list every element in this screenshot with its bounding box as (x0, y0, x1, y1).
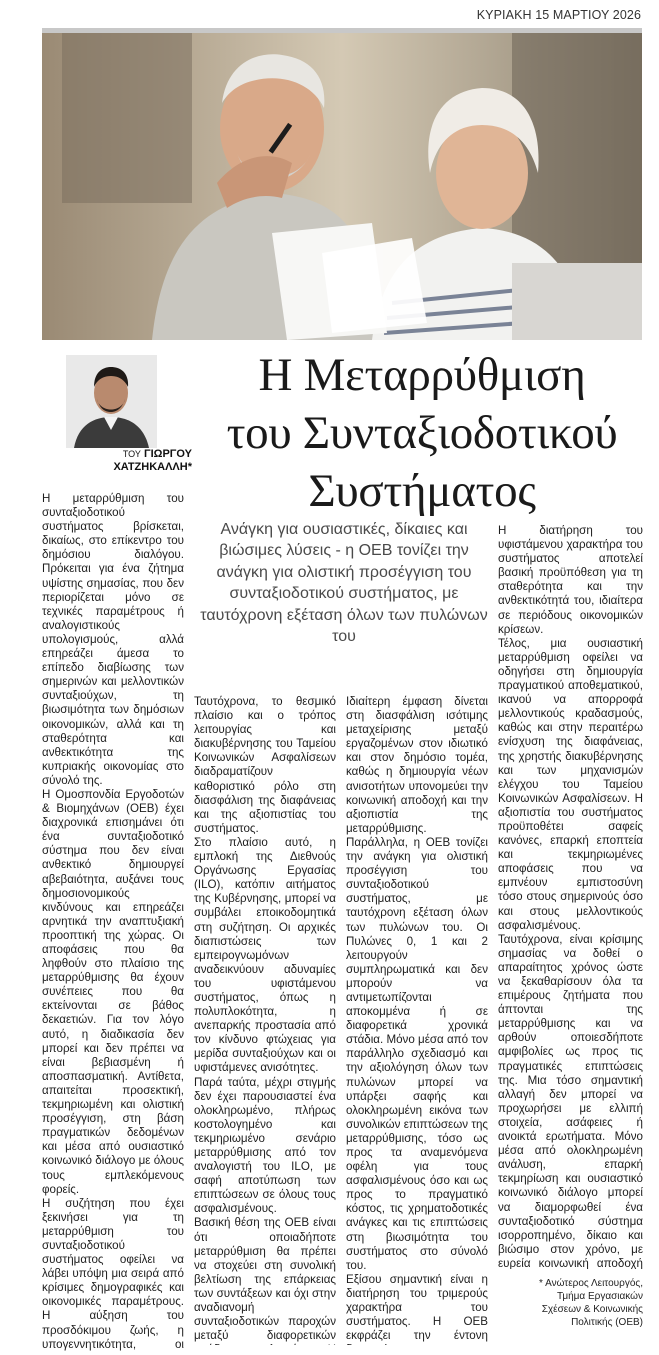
footnote-line: * Ανώτερος Λειτουργός, (538, 1278, 643, 1289)
paragraph: Παράλληλα, η ΟΕΒ τονίζει την ανάγκη για ολιστική προσέγγιση του συνταξιοδοτικού συστήματος, με ταυτόχρονη εξέταση όλων των πυλώνων του. Οι Πυλώνες 0, 1 και 2 λειτουργούν συμπληρωματικά και δεν μπορούν να αντιμετωπίζονται αποκομμένα ή σε διαφορετικά χρονικά στάδια. Μόνο μέσα από τον παράλληλο σχεδιασμό και την αξιολόγηση όλων των πυλώνων μπορεί να υπάρξει σαφής και ολοκληρωμένη εικόνα των συνολικών επιπτώσεων της μεταρρύθμισης, τόσο ως προς τα αναμενόμενα οφέλη για τους ασφαλισμένους όσο και ως προς το πραγματικό κόστος, τις χρηματοδοτικές ανάγκες και τις επιπτώσεις στη βιωσιμότητα του συστήματος στο σύνολό του. (346, 835, 488, 1272)
footnote-line: Σχέσεων & Κοινωνικής (541, 1304, 643, 1315)
author-footnote (498, 1277, 643, 1329)
article-column-3 (346, 695, 488, 1345)
dateline: ΚΥΡΙΑΚΗ 15 ΜΑΡΤΙΟΥ 2026 (476, 8, 641, 22)
paragraph: Η διατήρηση του υφιστάμενου χαρακτήρα του συστήματος αποτελεί βασική προϋπόθεση για τη σταθερότητα και την ανθεκτικότητά του, ιδιαίτερα σε περιόδους οικονομικών κρίσεων. (498, 524, 643, 636)
header-photo (42, 33, 642, 340)
paragraph: Ταυτόχρονα, το θεσμικό πλαίσιο και ο τρόπος λειτουργίας και διακυβέρνησης του Ταμείου Κοινωνικών Ασφαλίσεων διαδραματίζουν καθοριστικό ρόλο στη διασφάλιση της διαφάνειας και της αξιοπιστίας του συστήματος. (194, 695, 336, 835)
paragraph: Ταυτόχρονα, είναι κρίσιμης σημασίας να δοθεί ο απαραίτητος χρόνος ώστε να ξεκαθαρίσουν όλα τα επιμέρους ζητήματα που άπτονται της μεταρρύθμισης και να αρθούν οποιεσδήποτε αμφιβολίες ως προς τις πραγματικές επιπτώσεις της. Μια τόσο σημαντική αλλαγή δεν μπορεί να προχωρήσει με ελλιπή στοιχεία, ασάφειες ή ανοικτά ερωτήματα. Μόνο μέσα από ολοκληρωμένη ανάλυση, επαρκή τεκμηρίωση και ουσιαστικό κοινωνικό διάλογο μπορεί να διαμορφωθεί ένα συνταξιοδοτικό σύστημα ισορροπημένο, δίκαιο και βιώσιμο στον χρόνο, με ευρεία κοινωνική αποδοχή (498, 932, 643, 1269)
footnote-line: Τμήμα Εργασιακών (556, 1291, 643, 1302)
article-title (188, 346, 656, 520)
elderly-couple-photo-illustration (42, 33, 642, 340)
author-photo (66, 355, 157, 448)
paragraph: Η συζήτηση που έχει ξεκινήσει για τη μεταρρύθμιση του συνταξιοδοτικού συστήματος οφείλει να λάβει υπόψη μια σειρά από κρίσιμες δημογραφικές και οικονομικές παραμέτρους. Η αύξηση του προσδόκιμου ζωής, η υπογεννητικότητα, οι (42, 1196, 184, 1351)
article-column-4 (498, 524, 643, 1269)
paragraph: Η Ομοσπονδία Εργοδοτών & Βιομηχάνων (ΟΕΒ) έχει διαχρονικά επισημάνει ότι ένα συνταξιοδοτικό σύστημα που δεν είναι ανθεκτικό δημιουργεί αβεβαιότητα, αυξάνει τους δημοσιονομικούς κινδύνους και επηρεάζει αρνητικά την αναπτυξιακή προοπτική της χώρας. Οι αποφάσεις που θα ληφθούν στο πλαίσιο της μεταρρύθμισης θα έχουν συνέπειες που θα εκτείνονται σε βάθος δεκαετιών. Για τον λόγο αυτό, η διαδικασία δεν μπορεί και δεν πρέπει να είναι βεβιασμένη ή αποσπασματική. Αντίθετα, απαιτείται προσεκτική, τεκμηριωμένη και ολιστική προσέγγιση, στη βάση πραγματικών δεδομένων και μέσα από ουσιαστικό κοινωνικό διάλογο με όλους τους εμπλεκόμενους φορείς. (42, 787, 184, 1196)
author-name-line1: ΓΙΩΡΓΟΥ (143, 448, 192, 460)
author-name-line2: ΧΑΤΖΗΚΑΛΛΗ* (113, 461, 192, 473)
paragraph: Η μεταρρύθμιση του συνταξιοδοτικού συστήματος βρίσκεται, δικαίως, στο επίκεντρο του δημόσιου διαλόγου. Πρόκειται για ένα ζήτημα υψίστης σημασίας, που δεν περιορίζεται μόνο σε τεχνικές παραμέτρους ή αναλογιστικούς υπολογισμούς, αλλά επηρεάζει άμεσα το επίπεδο διαβίωσης των σημερινών και μελλοντικών συνταξιούχων, τη βιωσιμότητα των δημόσιων οικονομικών, αλλά και τη σταθερότητα και ανθεκτικότητα της κυπριακής οικονομίας στο σύνολό της. (42, 492, 184, 787)
paragraph: Εξίσου σημαντική είναι η διατήρηση του τριμερούς χαρακτήρα του συστήματος. Η ΟΕΒ εκφράζει την έντονη (346, 1272, 488, 1343)
paragraph: Παρά ταύτα, μέχρι στιγμής δεν έχει παρουσιαστεί ένα ολοκληρωμένο, πλήρως κοστολογημένο και τεκμηριωμένο σενάριο μεταρρύθμισης από τον αναλογιστή του ILO, με σαφή αποτύπωση των επιπτώσεων σε όλους τους ασφαλισμένους. (194, 1075, 336, 1216)
article-subtitle: Ανάγκη για ουσιαστικές, δίκαιες και βιώσιμες λύσεις - η ΟΕΒ τονίζει την ανάγκη για ολιστική προσέγγιση του συνταξιοδοτικού συστήματος, με ταυτόχρονη εξέταση όλων των πυλώνων του (200, 521, 488, 646)
paragraph: Βασική θέση της ΟΕΒ είναι ότι οποιαδήποτε μεταρρύθμιση θα πρέπει να στοχεύει στη συνολική βελτίωση της επάρκειας των συντάξεων και όχι στην αναδιανομή συνταξιοδοτικών παροχών μεταξύ διαφορετικών (194, 1216, 336, 1343)
paragraph: Ιδιαίτερη έμφαση δίνεται στη διασφάλιση ισότιμης μεταχείρισης μεταξύ εργαζομένων στον ιδιωτικό και στον δημόσιο τομέα, καθώς η δημιουργία νέων ανισοτήτων υπονομεύει την κοινωνική αποδοχή και την αξιοπιστία της μεταρρύθμισης. (346, 695, 488, 835)
article-column-1 (42, 492, 184, 1352)
paragraph: Στο πλαίσιο αυτό, η εμπλοκή της Διεθνούς Οργάνωσης Εργασίας (ILO), κατόπιν αιτήματος της Κυβέρνησης, μπορεί να συμβάλει εποικοδομητικά στη συζήτηση. Οι αρχικές διαπιστώσεις των εμπειρογνωμόνων αναδεικνύουν αδυναμίες του υφιστάμενου συστήματος, όπως η πολυπλοκότητα, η ανεπαρκής προστασία από τον κίνδυνο φτώχειας για μερίδα συνταξιούχων και οι υφιστάμενες ανισότητες. (194, 835, 336, 1075)
title-line: του Συνταξιοδοτικού (226, 407, 618, 459)
author-prefix: ΤΟΥ (122, 449, 141, 459)
author-byline (42, 448, 192, 474)
footnote-line: Πολιτικής (ΟΕΒ) (571, 1317, 643, 1328)
article-column-2 (194, 695, 336, 1345)
paragraph: Τέλος, μια ουσιαστική μεταρρύθμιση οφείλει να οδηγήσει στη δημιουργία πραγματικού αποθεματικού, ικανού να απορροφά μελλοντικούς κραδασμούς, καθώς και στην περαιτέρω ενίσχυση της διαφάνειας, της χρηστής διακυβέρνησης και των μηχανισμών ελέγχου του Ταμείου Κοινωνικών Ασφαλίσεων. Η αξιοπιστία του συστήματος προϋποθέτει σαφείς κανόνες, επαρκή εποπτεία και τεκμηριωμένες αποφάσεις που να εμπνέουν εμπιστοσύνη τόσο στους σημερινούς όσο και στους μελλοντικούς ασφαλισμένους. (498, 636, 643, 932)
title-line: Συστήματος (308, 465, 536, 517)
title-line: Η Μεταρρύθμιση (258, 349, 586, 401)
author-portrait (66, 355, 157, 448)
